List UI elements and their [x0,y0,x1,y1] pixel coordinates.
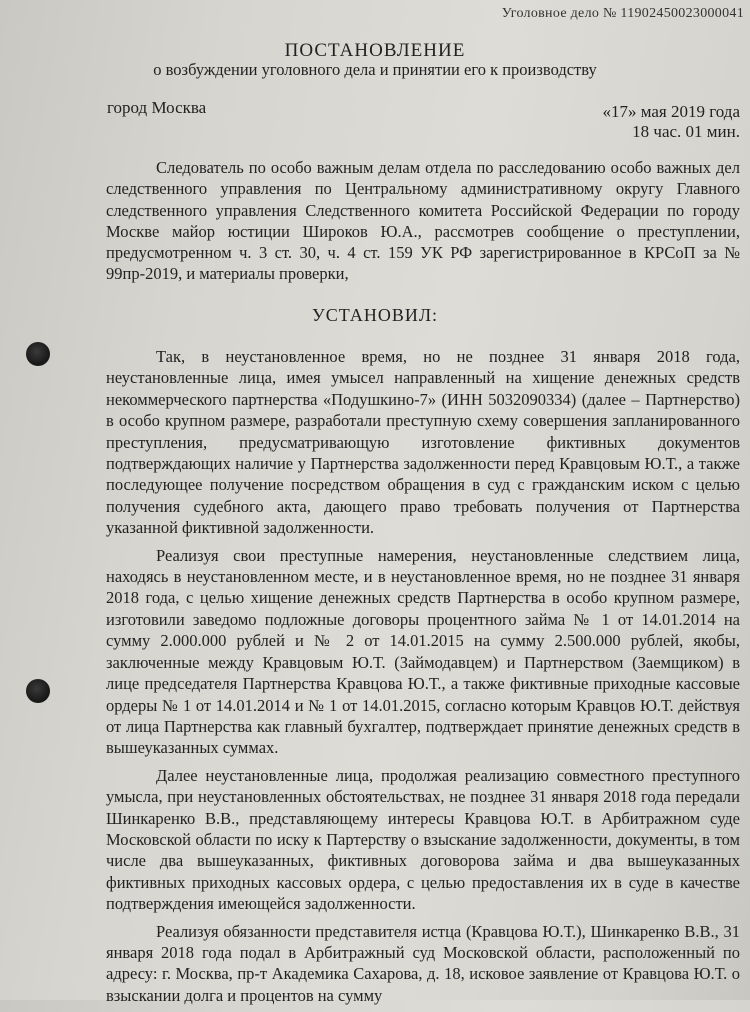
case-number: Уголовное дело № 11902450023000041 [501,6,744,21]
paragraph: Так, в неустановленное время, но не позднее 31 января 2018 года, неустановленные лица, имея умысел направленный на хищение денежных средств некоммерческого партнерства «Подушкино-7» (ИНН 5032090334) (далее – Партнерство) в особо крупном размере, разработали преступную схему совершения запланированного преступления, предусматривающую изготовление фиктивных документов подтверждающих наличие у Партнерства задолженности перед Кравцовым Ю.Т., а также последующее получение посредством обращения в суд с гражданским иском с целью получения судебного акта, дающего право требовать получения от Партнерства указанной фиктивной задолженности. [106,347,740,538]
document-subtitle: о возбуждении уголовного дела и принятии его к производству [153,60,597,79]
paragraph: Реализуя свои преступные намерения, неустановленные следствием лица, находясь в неустановленном месте, и в неустановленное время, но не позднее 31 января 2018 года, с целью хищение денежных средств Партнерства в особо крупном размере, изготовили заведомо подложные договоры процентного займа № 1 от 14.01.2014 на сумму 2.000.000 рублей и № 2 от 14.01.2015 на сумму 2.500.000 рублей, якобы, заключенные между Кравцовым Ю.Т. (Займодавцем) и Партнерством (Заемщиком) в лице председателя Партнерства Кравцова Ю.Т., а также фиктивные приходные кассовые ордеры № 1 от 14.01.2014 и № 1 от 14.01.2015, согласно которым Кравцов Ю.Т. действуя от лица Партнерства как главный бухгалтер, подтверждает принятие денежных средств в вышеуказанных суммах. [106,545,740,758]
paragraph: Далее неустановленные лица, продолжая реализацию совместного преступного умысла, при неустановленных обстоятельствах, не позднее 31 января 2018 года передали Шинкаренко В.В., представляющему интересы Кравцова Ю.Т. в Арбитражном суде Московской области по иску к Партерству о взыскание задолженности, документы, в том числе два вышеуказанных, фиктивных договорова займа и два вышеуказанных фиктивных приходных кассовых ордера, с целью предоставления их в суде в качестве подтверждения имеющейся задолженности. [106,765,740,914]
date: «17» мая 2019 года [602,102,740,121]
punch-hole [26,342,50,366]
time: 18 час. 01 мин. [632,122,740,141]
intro-paragraph: Следователь по особо важным делам отдела по расследованию особо важных дел следственного управления по Центральному административному округу Главного следственного управления Следственного комитета Российской Федерации по городу Москве майор юстиции Широков Ю.А., рассмотрев сообщение о преступлении, предусмотренном ч. 3 ст. 30, ч. 4 ст. 159 УК РФ зарегистрированное в КРСоП за № 99пр-2019, и материалы проверки, [106,158,740,284]
body-text [106,346,740,1012]
date-block [602,102,740,142]
city: город Москва [107,98,207,117]
paragraph: Реализуя обязанности представителя истца (Кравцова Ю.Т.), Шинкаренко В.В., 31 января 2018 года подал в Арбитражный суд Московской области, расположенный по адресу: г. Москва, пр-т Академика Сахарова, д. 18, исковое заявление от Кравцова Ю.Т. о взыскании долга и процентов на сумму [106,921,740,1005]
punch-hole [26,679,50,703]
section-heading: УСТАНОВИЛ: [311,305,439,325]
document-title: ПОСТАНОВЛЕНИЕ [284,40,466,61]
